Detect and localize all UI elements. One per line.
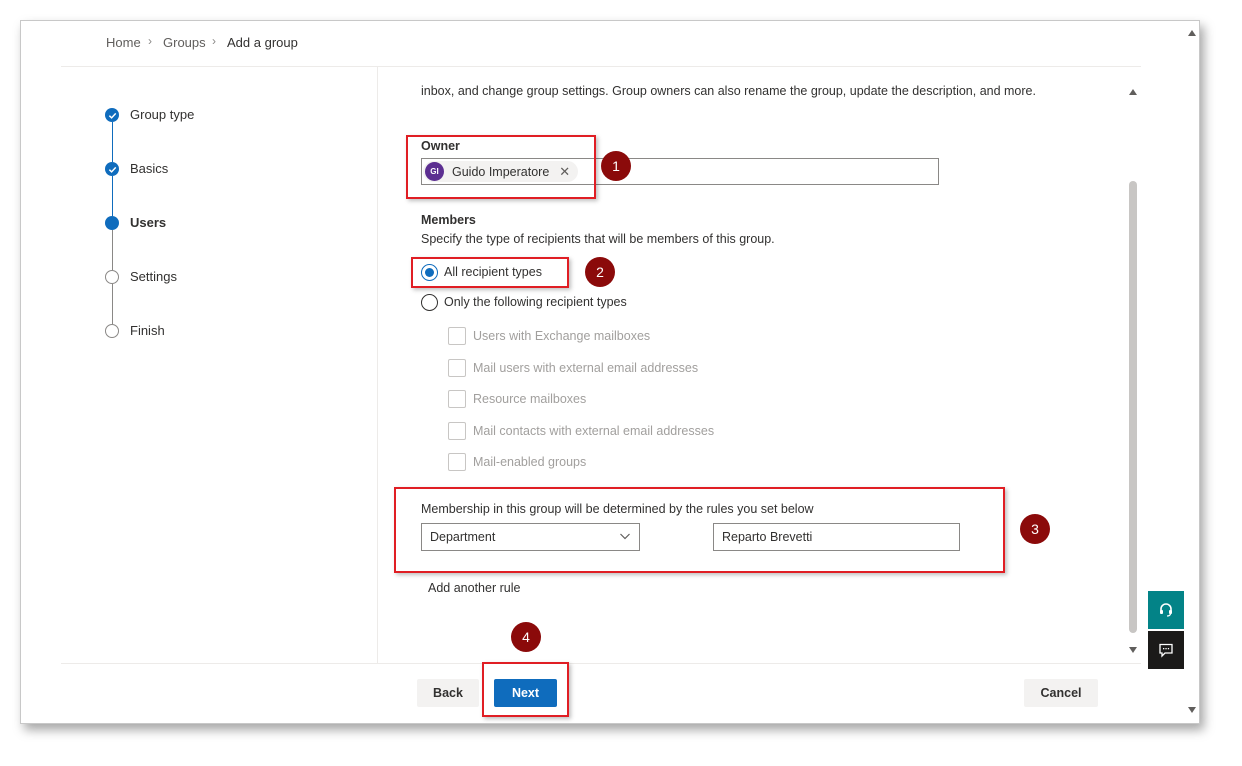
members-label: Members: [421, 213, 476, 227]
radio-only-following-types[interactable]: [421, 294, 438, 311]
input-value: Reparto Brevetti: [722, 530, 813, 544]
back-button[interactable]: Back: [417, 679, 479, 707]
step-basics: Basics: [130, 161, 169, 176]
owner-name: Guido Imperatore: [452, 164, 550, 179]
annotation-marker-1: 1: [601, 151, 631, 181]
breadcrumb-current: Add a group: [227, 35, 298, 50]
step-settings: Settings: [130, 269, 177, 284]
feedback-icon: [1158, 642, 1174, 658]
owner-label: Owner: [421, 139, 460, 153]
radio-only-label: Only the following recipient types: [444, 295, 627, 309]
annotation-marker-3: 3: [1020, 514, 1050, 544]
step-group-type: Group type: [130, 107, 195, 122]
annotation-marker-4: 4: [511, 622, 541, 652]
add-another-rule-link[interactable]: Add another rule: [428, 581, 521, 595]
breadcrumb-home[interactable]: Home: [106, 35, 141, 50]
annotation-box-1: [406, 135, 596, 199]
help-support-button[interactable]: [1148, 591, 1184, 629]
dropdown-value: Department: [430, 530, 496, 544]
close-icon[interactable]: ✕: [559, 163, 571, 179]
rules-heading: Membership in this group will be determined by the rules you set below: [421, 502, 814, 516]
headset-icon: [1158, 602, 1174, 618]
content-scrollbar[interactable]: [1127, 83, 1139, 661]
step-connector: [112, 230, 113, 270]
checkbox-resource-mailboxes[interactable]: [448, 390, 466, 408]
step-complete-check-icon: [105, 108, 119, 122]
checkbox-mail-contacts[interactable]: [448, 422, 466, 440]
checkbox-label: Users with Exchange mailboxes: [473, 329, 651, 343]
page-scroll-down-arrow-icon[interactable]: [1188, 707, 1196, 713]
feedback-button[interactable]: [1148, 631, 1184, 669]
stepper-divider: [377, 67, 378, 663]
members-description: Specify the type of recipients that will be members of this group.: [421, 232, 775, 246]
step-pending-circle-icon: [105, 270, 119, 284]
checkbox-label: Mail contacts with external email addresses: [473, 424, 715, 438]
content-scrollbar-thumb[interactable]: [1129, 181, 1137, 633]
add-group-wizard-window: [20, 20, 1200, 724]
page-scroll-up-arrow-icon[interactable]: [1188, 30, 1196, 36]
checkbox-label: Mail users with external email addresses: [473, 361, 699, 375]
step-connector: [112, 284, 113, 324]
scroll-up-arrow-icon[interactable]: [1129, 89, 1137, 95]
annotation-box-4: [482, 662, 569, 717]
scroll-down-arrow-icon[interactable]: [1129, 647, 1137, 653]
checkbox-mail-enabled-groups[interactable]: [448, 453, 466, 471]
cancel-button[interactable]: Cancel: [1024, 679, 1098, 707]
step-users: Users: [130, 215, 167, 230]
step-finish: Finish: [130, 323, 165, 338]
step-connector: [112, 122, 113, 162]
step-connector: [112, 176, 113, 216]
header-divider: [61, 66, 1141, 67]
step-complete-check-icon: [105, 162, 119, 176]
checkbox-exchange-mailboxes[interactable]: [448, 327, 466, 345]
annotation-box-3: [394, 487, 1005, 573]
breadcrumb-groups[interactable]: Groups: [163, 35, 206, 50]
chevron-right-icon: ›: [148, 34, 152, 48]
checkbox-label: Mail-enabled groups: [473, 455, 587, 469]
radio-all-label: All recipient types: [444, 265, 542, 279]
annotation-box-2: [411, 257, 569, 288]
checkbox-label: Resource mailboxes: [473, 392, 587, 406]
avatar: GI: [425, 162, 444, 181]
next-button[interactable]: Next: [494, 679, 557, 707]
step-current-dot-icon: [105, 216, 119, 230]
annotation-marker-2: 2: [585, 257, 615, 287]
step-pending-circle-icon: [105, 324, 119, 338]
chevron-right-icon: ›: [212, 34, 216, 48]
footer-divider: [61, 663, 1141, 664]
checkbox-mail-users[interactable]: [448, 359, 466, 377]
intro-text: inbox, and change group settings. Group owners can also rename the group, update the description, and more.: [421, 84, 1036, 98]
